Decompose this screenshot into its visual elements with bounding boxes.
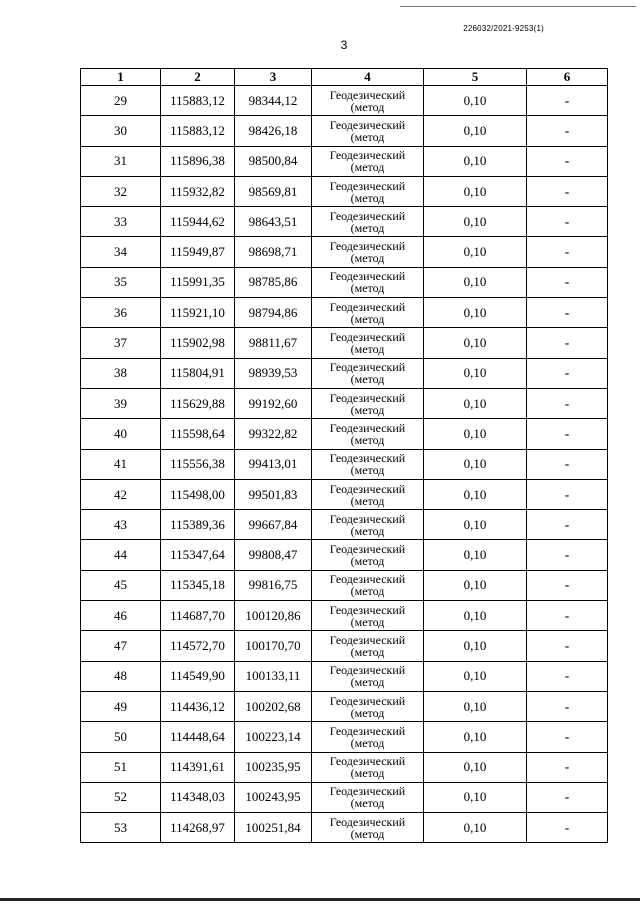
- method-line: (метод: [350, 523, 385, 538]
- method-line: Геодезический: [329, 481, 406, 496]
- table-row: [81, 601, 608, 631]
- point-number-cell: 34: [81, 237, 161, 267]
- method-cell: [312, 540, 424, 570]
- x-coordinate-cell: 114268,97: [161, 813, 235, 843]
- x-coordinate-cell: 114572,70: [161, 631, 235, 661]
- table-row: [81, 146, 608, 176]
- column-header-2: 2: [161, 69, 235, 86]
- y-coordinate-cell: 98426,18: [235, 116, 312, 146]
- method-cell: [312, 419, 424, 449]
- document-id: 226032/2021-9253(1): [463, 24, 544, 33]
- method-cell: [312, 782, 424, 812]
- y-coordinate-cell: 98500,84: [235, 146, 312, 176]
- table-row: [81, 631, 608, 661]
- note-cell: -: [527, 298, 608, 328]
- method-line: (метод: [350, 735, 385, 750]
- x-coordinate-cell: 115949,87: [161, 237, 235, 267]
- method-cell: [312, 388, 424, 418]
- method-cell: [312, 691, 424, 721]
- note-cell: -: [527, 813, 608, 843]
- method-cell: [312, 298, 424, 328]
- method-line: (метод: [350, 766, 385, 781]
- y-coordinate-cell: 98794,86: [235, 298, 312, 328]
- x-coordinate-cell: 115629,88: [161, 388, 235, 418]
- table-row: [81, 691, 608, 721]
- note-cell: -: [527, 631, 608, 661]
- method-line: Геодезический: [329, 178, 406, 193]
- point-number-cell: 45: [81, 570, 161, 600]
- point-number-cell: 39: [81, 388, 161, 418]
- table-row: [81, 722, 608, 752]
- table-row: [81, 298, 608, 328]
- note-cell: -: [527, 176, 608, 206]
- note-cell: -: [527, 146, 608, 176]
- y-coordinate-cell: 100235,95: [235, 752, 312, 782]
- x-coordinate-cell: 115598,64: [161, 419, 235, 449]
- x-coordinate-cell: 115991,35: [161, 267, 235, 297]
- method-line: Геодезический: [329, 239, 406, 254]
- method-line: Геодезический: [329, 602, 406, 617]
- note-cell: -: [527, 328, 608, 358]
- point-number-cell: 40: [81, 419, 161, 449]
- method-line: Геодезический: [329, 390, 406, 405]
- accuracy-cell: 0,10: [424, 449, 527, 479]
- y-coordinate-cell: 99808,47: [235, 540, 312, 570]
- y-coordinate-cell: 100251,84: [235, 813, 312, 843]
- point-number-cell: 49: [81, 691, 161, 721]
- x-coordinate-cell: 115804,91: [161, 358, 235, 388]
- accuracy-cell: 0,10: [424, 237, 527, 267]
- accuracy-cell: 0,10: [424, 782, 527, 812]
- point-number-cell: 48: [81, 661, 161, 691]
- top-edge-line: [400, 6, 636, 7]
- method-line: (метод: [350, 493, 385, 508]
- method-cell: [312, 116, 424, 146]
- point-number-cell: 51: [81, 752, 161, 782]
- y-coordinate-cell: 99413,01: [235, 449, 312, 479]
- method-line: (метод: [350, 614, 385, 629]
- table-row: [81, 752, 608, 782]
- table-row: [81, 540, 608, 570]
- method-line: (метод: [350, 463, 385, 478]
- note-cell: -: [527, 419, 608, 449]
- y-coordinate-cell: 98698,71: [235, 237, 312, 267]
- note-cell: -: [527, 267, 608, 297]
- x-coordinate-cell: 115896,38: [161, 146, 235, 176]
- accuracy-cell: 0,10: [424, 722, 527, 752]
- x-coordinate-cell: 115498,00: [161, 479, 235, 509]
- table-row: [81, 510, 608, 540]
- method-cell: [312, 510, 424, 540]
- y-coordinate-cell: 100120,86: [235, 601, 312, 631]
- method-cell: [312, 267, 424, 297]
- note-cell: -: [527, 722, 608, 752]
- method-cell: [312, 722, 424, 752]
- y-coordinate-cell: 100202,68: [235, 691, 312, 721]
- accuracy-cell: 0,10: [424, 601, 527, 631]
- y-coordinate-cell: 99322,82: [235, 419, 312, 449]
- method-line: Геодезический: [329, 269, 406, 284]
- note-cell: -: [527, 237, 608, 267]
- method-line: (метод: [350, 644, 385, 659]
- point-number-cell: 42: [81, 479, 161, 509]
- accuracy-cell: 0,10: [424, 540, 527, 570]
- coordinates-table: [80, 68, 608, 843]
- y-coordinate-cell: 98344,12: [235, 86, 312, 116]
- table-row: [81, 267, 608, 297]
- point-number-cell: 43: [81, 510, 161, 540]
- method-cell: [312, 176, 424, 206]
- method-cell: [312, 479, 424, 509]
- accuracy-cell: 0,10: [424, 328, 527, 358]
- method-line: Геодезический: [329, 420, 406, 435]
- table-body: [81, 86, 608, 843]
- point-number-cell: 33: [81, 207, 161, 237]
- accuracy-cell: 0,10: [424, 752, 527, 782]
- x-coordinate-cell: 115921,10: [161, 298, 235, 328]
- method-line: Геодезический: [329, 542, 406, 557]
- method-line: (метод: [350, 129, 385, 144]
- method-line: Геодезический: [329, 299, 406, 314]
- point-number-cell: 52: [81, 782, 161, 812]
- accuracy-cell: 0,10: [424, 479, 527, 509]
- y-coordinate-cell: 98811,67: [235, 328, 312, 358]
- x-coordinate-cell: 114348,03: [161, 782, 235, 812]
- method-line: Геодезический: [329, 572, 406, 587]
- x-coordinate-cell: 114391,61: [161, 752, 235, 782]
- x-coordinate-cell: 114448,64: [161, 722, 235, 752]
- y-coordinate-cell: 100223,14: [235, 722, 312, 752]
- method-line: Геодезический: [329, 632, 406, 647]
- note-cell: -: [527, 601, 608, 631]
- accuracy-cell: 0,10: [424, 631, 527, 661]
- point-number-cell: 46: [81, 601, 161, 631]
- y-coordinate-cell: 100170,70: [235, 631, 312, 661]
- method-cell: [312, 328, 424, 358]
- x-coordinate-cell: 115345,18: [161, 570, 235, 600]
- method-line: Геодезический: [329, 693, 406, 708]
- accuracy-cell: 0,10: [424, 267, 527, 297]
- method-cell: [312, 752, 424, 782]
- point-number-cell: 32: [81, 176, 161, 206]
- method-cell: [312, 146, 424, 176]
- method-line: (метод: [350, 432, 385, 447]
- accuracy-cell: 0,10: [424, 116, 527, 146]
- method-cell: [312, 358, 424, 388]
- accuracy-cell: 0,10: [424, 176, 527, 206]
- accuracy-cell: 0,10: [424, 691, 527, 721]
- method-line: (метод: [350, 675, 385, 690]
- note-cell: -: [527, 510, 608, 540]
- table-row: [81, 570, 608, 600]
- point-number-cell: 53: [81, 813, 161, 843]
- y-coordinate-cell: 98785,86: [235, 267, 312, 297]
- x-coordinate-cell: 114549,90: [161, 661, 235, 691]
- method-line: (метод: [350, 705, 385, 720]
- table-row: [81, 237, 608, 267]
- table-row: [81, 449, 608, 479]
- method-line: (метод: [350, 372, 385, 387]
- method-line: Геодезический: [329, 723, 406, 738]
- accuracy-cell: 0,10: [424, 510, 527, 540]
- method-line: Геодезический: [329, 754, 406, 769]
- column-header-3: 3: [235, 69, 312, 86]
- method-line: Геодезический: [329, 87, 406, 102]
- method-cell: [312, 237, 424, 267]
- accuracy-cell: 0,10: [424, 207, 527, 237]
- method-line: Геодезический: [329, 814, 406, 829]
- column-header-1: 1: [81, 69, 161, 86]
- method-line: (метод: [350, 190, 385, 205]
- accuracy-cell: 0,10: [424, 813, 527, 843]
- page-number: 3: [340, 38, 348, 52]
- x-coordinate-cell: 115347,64: [161, 540, 235, 570]
- x-coordinate-cell: 115556,38: [161, 449, 235, 479]
- accuracy-cell: 0,10: [424, 388, 527, 418]
- accuracy-cell: 0,10: [424, 419, 527, 449]
- y-coordinate-cell: 98939,53: [235, 358, 312, 388]
- point-number-cell: 30: [81, 116, 161, 146]
- accuracy-cell: 0,10: [424, 570, 527, 600]
- note-cell: -: [527, 207, 608, 237]
- method-line: (метод: [350, 554, 385, 569]
- y-coordinate-cell: 98569,81: [235, 176, 312, 206]
- method-line: (метод: [350, 220, 385, 235]
- column-header-5: 5: [424, 69, 527, 86]
- column-header-4: 4: [312, 69, 424, 86]
- table-row: [81, 116, 608, 146]
- method-line: (метод: [350, 160, 385, 175]
- note-cell: -: [527, 388, 608, 418]
- method-cell: [312, 631, 424, 661]
- x-coordinate-cell: 115389,36: [161, 510, 235, 540]
- table-row: [81, 661, 608, 691]
- method-line: (метод: [350, 281, 385, 296]
- method-line: Геодезический: [329, 451, 406, 466]
- point-number-cell: 47: [81, 631, 161, 661]
- method-line: Геодезический: [329, 117, 406, 132]
- point-number-cell: 29: [81, 86, 161, 116]
- x-coordinate-cell: 115944,62: [161, 207, 235, 237]
- table-row: [81, 176, 608, 206]
- x-coordinate-cell: 114687,70: [161, 601, 235, 631]
- point-number-cell: 31: [81, 146, 161, 176]
- method-line: (метод: [350, 796, 385, 811]
- method-line: (метод: [350, 311, 385, 326]
- method-line: Геодезический: [329, 208, 406, 223]
- column-header-6: 6: [527, 69, 608, 86]
- x-coordinate-cell: 115883,12: [161, 86, 235, 116]
- note-cell: -: [527, 358, 608, 388]
- note-cell: -: [527, 691, 608, 721]
- method-cell: [312, 601, 424, 631]
- table-row: [81, 86, 608, 116]
- y-coordinate-cell: 99667,84: [235, 510, 312, 540]
- y-coordinate-cell: 99192,60: [235, 388, 312, 418]
- note-cell: -: [527, 570, 608, 600]
- table-row: [81, 813, 608, 843]
- table-row: [81, 782, 608, 812]
- note-cell: -: [527, 661, 608, 691]
- table-row: [81, 207, 608, 237]
- method-line: Геодезический: [329, 360, 406, 375]
- y-coordinate-cell: 99501,83: [235, 479, 312, 509]
- method-cell: [312, 449, 424, 479]
- note-cell: -: [527, 540, 608, 570]
- x-coordinate-cell: 115883,12: [161, 116, 235, 146]
- method-line: (метод: [350, 342, 385, 357]
- method-cell: [312, 570, 424, 600]
- point-number-cell: 41: [81, 449, 161, 479]
- table-header-row: [81, 69, 608, 86]
- note-cell: -: [527, 449, 608, 479]
- y-coordinate-cell: 100243,95: [235, 782, 312, 812]
- y-coordinate-cell: 99816,75: [235, 570, 312, 600]
- accuracy-cell: 0,10: [424, 661, 527, 691]
- point-number-cell: 44: [81, 540, 161, 570]
- accuracy-cell: 0,10: [424, 298, 527, 328]
- method-line: (метод: [350, 826, 385, 841]
- note-cell: -: [527, 116, 608, 146]
- method-cell: [312, 207, 424, 237]
- method-cell: [312, 813, 424, 843]
- point-number-cell: 38: [81, 358, 161, 388]
- note-cell: -: [527, 479, 608, 509]
- method-line: Геодезический: [329, 663, 406, 678]
- method-cell: [312, 86, 424, 116]
- point-number-cell: 35: [81, 267, 161, 297]
- y-coordinate-cell: 100133,11: [235, 661, 312, 691]
- method-line: (метод: [350, 584, 385, 599]
- note-cell: -: [527, 86, 608, 116]
- method-line: (метод: [350, 251, 385, 266]
- table-row: [81, 388, 608, 418]
- method-line: Геодезический: [329, 330, 406, 345]
- method-line: (метод: [350, 99, 385, 114]
- point-number-cell: 36: [81, 298, 161, 328]
- x-coordinate-cell: 115902,98: [161, 328, 235, 358]
- table-row: [81, 358, 608, 388]
- point-number-cell: 50: [81, 722, 161, 752]
- method-line: Геодезический: [329, 148, 406, 163]
- point-number-cell: 37: [81, 328, 161, 358]
- accuracy-cell: 0,10: [424, 86, 527, 116]
- bottom-edge-line: [0, 898, 640, 901]
- method-cell: [312, 661, 424, 691]
- method-line: Геодезический: [329, 511, 406, 526]
- note-cell: -: [527, 752, 608, 782]
- accuracy-cell: 0,10: [424, 358, 527, 388]
- y-coordinate-cell: 98643,51: [235, 207, 312, 237]
- method-line: (метод: [350, 402, 385, 417]
- x-coordinate-cell: 115932,82: [161, 176, 235, 206]
- x-coordinate-cell: 114436,12: [161, 691, 235, 721]
- note-cell: -: [527, 782, 608, 812]
- table-row: [81, 479, 608, 509]
- method-line: Геодезический: [329, 784, 406, 799]
- accuracy-cell: 0,10: [424, 146, 527, 176]
- table-row: [81, 419, 608, 449]
- table-row: [81, 328, 608, 358]
